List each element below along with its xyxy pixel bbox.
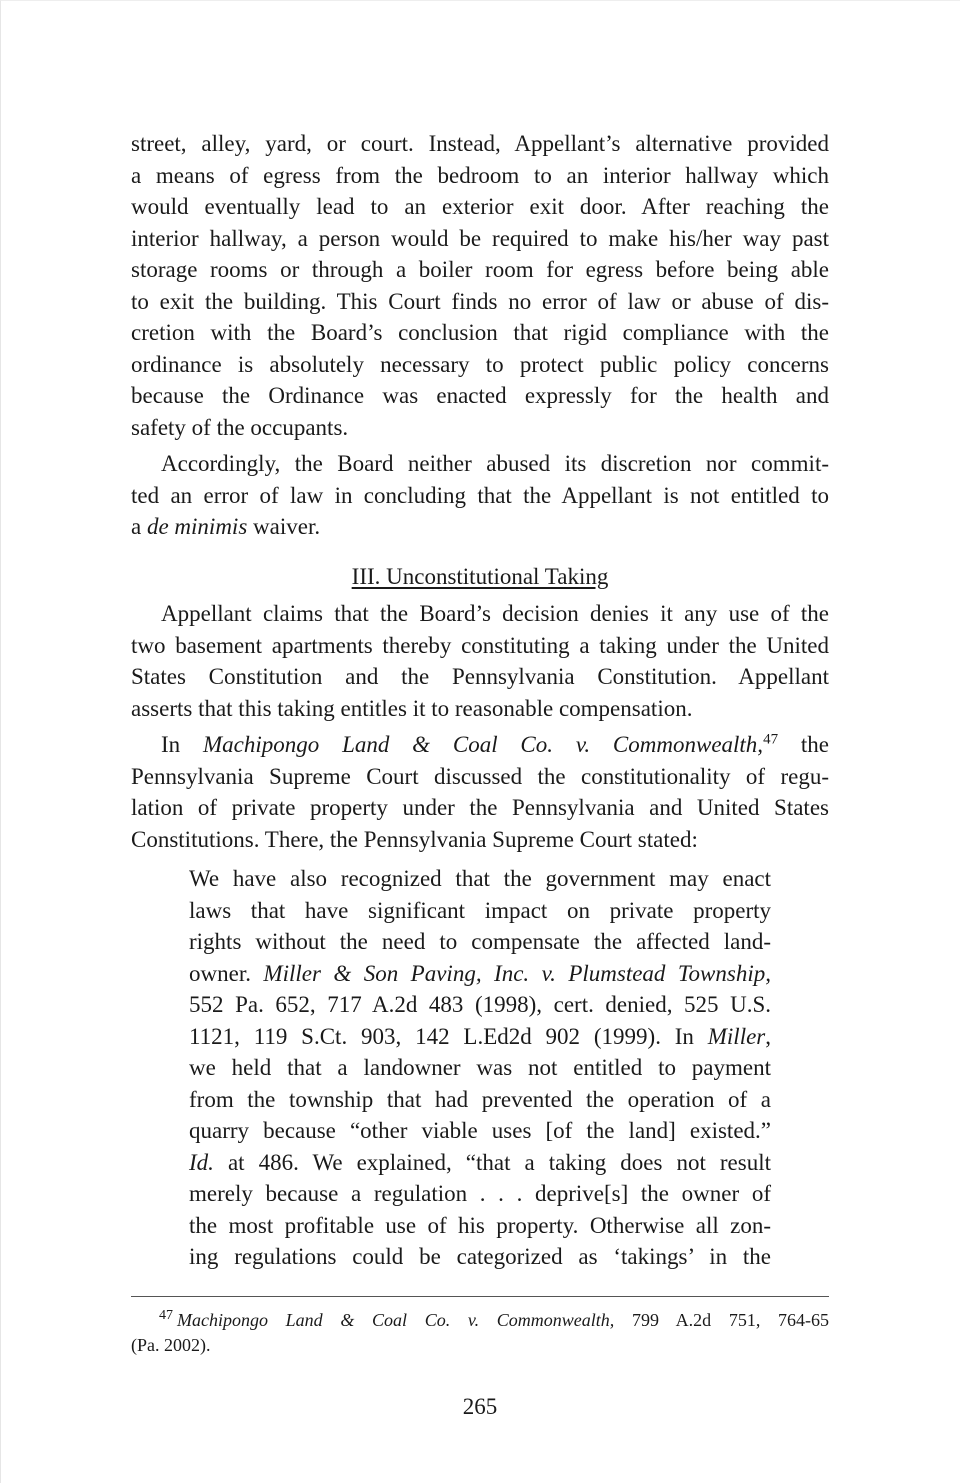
text-run: Accordingly, the Board neither abused its discretion nor commit- (161, 451, 829, 476)
footnote-number: 47 (159, 1308, 173, 1323)
text-line: to exit the building. This Court finds no error of law or abuse of dis- (131, 288, 829, 314)
page-body (131, 128, 829, 1273)
quote-line: merely because a regulation . . . deprive[s] the owner of (189, 1181, 771, 1206)
text-line: interior hallway, a person would be required to make his/her way past (131, 225, 829, 251)
footnote-reference[interactable]: 47 (763, 731, 779, 748)
paragraph-claim (131, 598, 829, 724)
text-line: would eventually lead to an exterior exit door. After reaching the (131, 194, 829, 219)
italic-term: de minimis (146, 514, 248, 539)
quote-line: rights without the need to compensate the affected land- (189, 929, 771, 954)
case-citation: Id. (189, 1149, 214, 1175)
text-line: States Constitution and the Pennsylvania Constitution. Appellant (131, 664, 829, 689)
text-line: Constitutions. There, the Pennsylvania Supreme Court stated: (131, 826, 698, 852)
text-run: owner. (189, 960, 264, 986)
section-heading (131, 561, 829, 593)
paragraph-machipongo (131, 729, 829, 855)
footnote (131, 1308, 829, 1358)
footnote-line: (Pa. 2002). (131, 1335, 211, 1355)
page-number: 265 (462, 1394, 498, 1419)
quote-line: the most profitable use of his property. Otherwise all zon- (189, 1212, 771, 1238)
text-line: a means of egress from the bedroom to an interior hallway which (131, 162, 829, 188)
quote-line (189, 1147, 771, 1179)
text-line: Pennsylvania Supreme Court discussed the constitutionality of regu- (131, 763, 829, 789)
case-citation: Miller (707, 1023, 766, 1049)
text-line (131, 448, 829, 480)
text-run: at 486. We explained, “that a taking does not result (213, 1149, 771, 1175)
text-line: two basement apartments thereby constituting a taking under the United (131, 632, 829, 658)
quote-line: quarry because “other viable uses [of the land] existed.” (189, 1118, 771, 1143)
quote-line: We have also recognized that the government may enact (189, 866, 771, 891)
case-citation: Machipongo Land & Coal Co. v. Commonwealth, (202, 732, 764, 757)
text-run: waiver. (247, 514, 321, 539)
case-citation: Machipongo Land & Coal Co. v. Commonwealth, (177, 1310, 615, 1330)
case-citation: Miller & Son Paving, Inc. v. Plumstead Township, (263, 960, 771, 986)
text-line: safety of the occupants. (131, 414, 349, 440)
text-line: ordinance is absolutely necessary to protect public policy concerns (131, 351, 829, 377)
text-line: ted an error of law in concluding that the Appellant is not entitled to (131, 482, 829, 508)
quote-line: ing regulations could be categorized as ‘takings’ in the (189, 1244, 771, 1269)
text-run: 1121, 119 S.Ct. 903, 142 L.Ed2d 902 (1999). In (189, 1023, 708, 1049)
text-line: street, alley, yard, or court. Instead, Appellant’s alternative provided (131, 131, 829, 156)
text-run: the (778, 732, 829, 757)
section-heading-text: III. Unconstitutional Taking (351, 563, 609, 589)
text-run: , (765, 1023, 771, 1049)
text-run: 799 A.2d 751, 764-65 (614, 1310, 829, 1330)
text-line (131, 511, 829, 543)
paragraph-egress (131, 128, 829, 443)
paragraph-conclusion (131, 448, 829, 543)
quote-line: 552 Pa. 652, 717 A.2d 483 (1998), cert. denied, 525 U.S. (189, 992, 771, 1017)
text-run: Appellant claims that the Board’s decision denies it any use of the (161, 601, 829, 626)
quote-line: we held that a landowner was not entitled to payment (189, 1055, 771, 1080)
text-line (131, 598, 829, 630)
text-line: storage rooms or through a boiler room for egress before being able (131, 257, 829, 282)
quote-line: from the township that had prevented the operation of a (189, 1086, 771, 1112)
quote-line (189, 958, 771, 990)
text-run: a (131, 514, 147, 539)
text-line (131, 729, 829, 761)
text-run: In (161, 732, 203, 757)
quote-line (189, 1021, 771, 1053)
footnote-line (131, 1308, 829, 1333)
text-line: lation of private property under the Pennsylvania and United States (131, 795, 829, 820)
footnote-divider (131, 1296, 829, 1297)
block-quote (189, 863, 771, 1273)
text-line: because the Ordinance was enacted expressly for the health and (131, 383, 829, 408)
quote-line: laws that have significant impact on private property (189, 897, 771, 923)
text-line: asserts that this taking entitles it to reasonable compensation. (131, 695, 693, 721)
text-line: cretion with the Board’s conclusion that rigid compliance with the (131, 320, 829, 345)
